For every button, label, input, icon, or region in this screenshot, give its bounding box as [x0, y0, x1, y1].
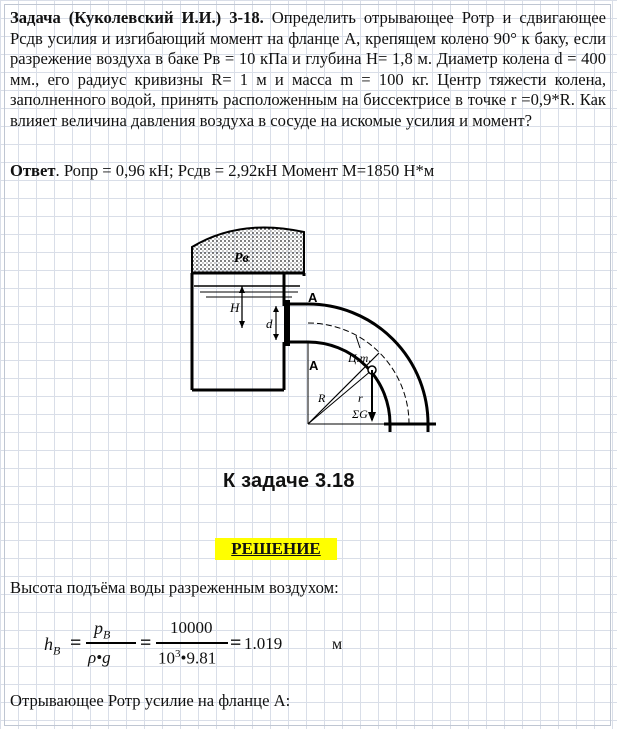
- height-formula: [44, 618, 374, 668]
- label-cm: Ц.т.: [348, 351, 372, 365]
- solution-heading: РЕШЕНИЕ: [215, 538, 337, 560]
- label-sum-g: ΣG: [352, 407, 368, 421]
- label-r-big: R: [318, 391, 326, 405]
- fraction-bar-1: [86, 642, 136, 644]
- formula-den-2-base: 10: [158, 648, 175, 668]
- solution-line-2: Отрывающее Ротр усилие на фланце А:: [10, 691, 291, 710]
- label-r-small: r: [358, 391, 363, 405]
- problem-figure: [180, 200, 450, 510]
- problem-statement: [10, 8, 606, 131]
- formula-lhs-sub: B: [53, 643, 61, 658]
- label-h: H: [230, 300, 240, 315]
- figure-caption: К задаче 3.18: [223, 470, 355, 492]
- answer-label: Ответ: [10, 161, 56, 180]
- answer-text: . Ропр = 0,96 кН; Рсдв = 2,92кН Момент М=1850 Н*м: [55, 161, 435, 180]
- formula-eq-3: =: [230, 632, 242, 654]
- formula-num-1-symbol: p: [94, 618, 103, 638]
- formula-num-2: 10000: [170, 618, 213, 637]
- label-d: d: [266, 316, 273, 331]
- label-pb: Рв: [234, 251, 249, 266]
- formula-eq-2: =: [140, 632, 152, 654]
- formula-num-1-sub: B: [103, 627, 111, 642]
- formula-num-1: [94, 618, 110, 643]
- formula-eq-1: =: [70, 632, 82, 654]
- solution-line-1: Высота подъёма воды разреженным воздухом:: [10, 578, 339, 597]
- formula-den-2-exp: 3: [175, 648, 181, 660]
- formula-den-2-rest: •9.81: [180, 648, 217, 668]
- formula-lhs-symbol: h: [44, 634, 53, 654]
- formula-unit: м: [332, 636, 343, 653]
- problem-title: Задача (Куколевский И.И.) 3-18.: [10, 8, 264, 27]
- problem-text: Определить отрывающее Ротр и сдвигающее Рсдв усилия и изгибающий момент на фланце А, крепящем колено 90° к баку, если разрежение воздуха в баке Рв = 10 кПа и глубина Н= 1,8 м. Диаметр колена d = 400 мм., его радиус кривизны R= 1 м и масса m = 100 кг. Центр тяжести колена, заполненного водой, принять расположенным на биссектрисе в точке r =0,9*R. Как влияет величина давления воздуха в сосуде на искомые усилия и момент?: [10, 8, 606, 130]
- answer-line: [10, 161, 434, 181]
- formula-lhs: [44, 634, 60, 659]
- label-a-top: A: [308, 290, 318, 305]
- fraction-bar-2: [156, 642, 228, 644]
- formula-result: 1.019: [244, 634, 283, 653]
- formula-den-2: [158, 648, 216, 669]
- label-a-bottom: A: [309, 358, 319, 373]
- formula-den-1: ρ•g: [88, 648, 111, 667]
